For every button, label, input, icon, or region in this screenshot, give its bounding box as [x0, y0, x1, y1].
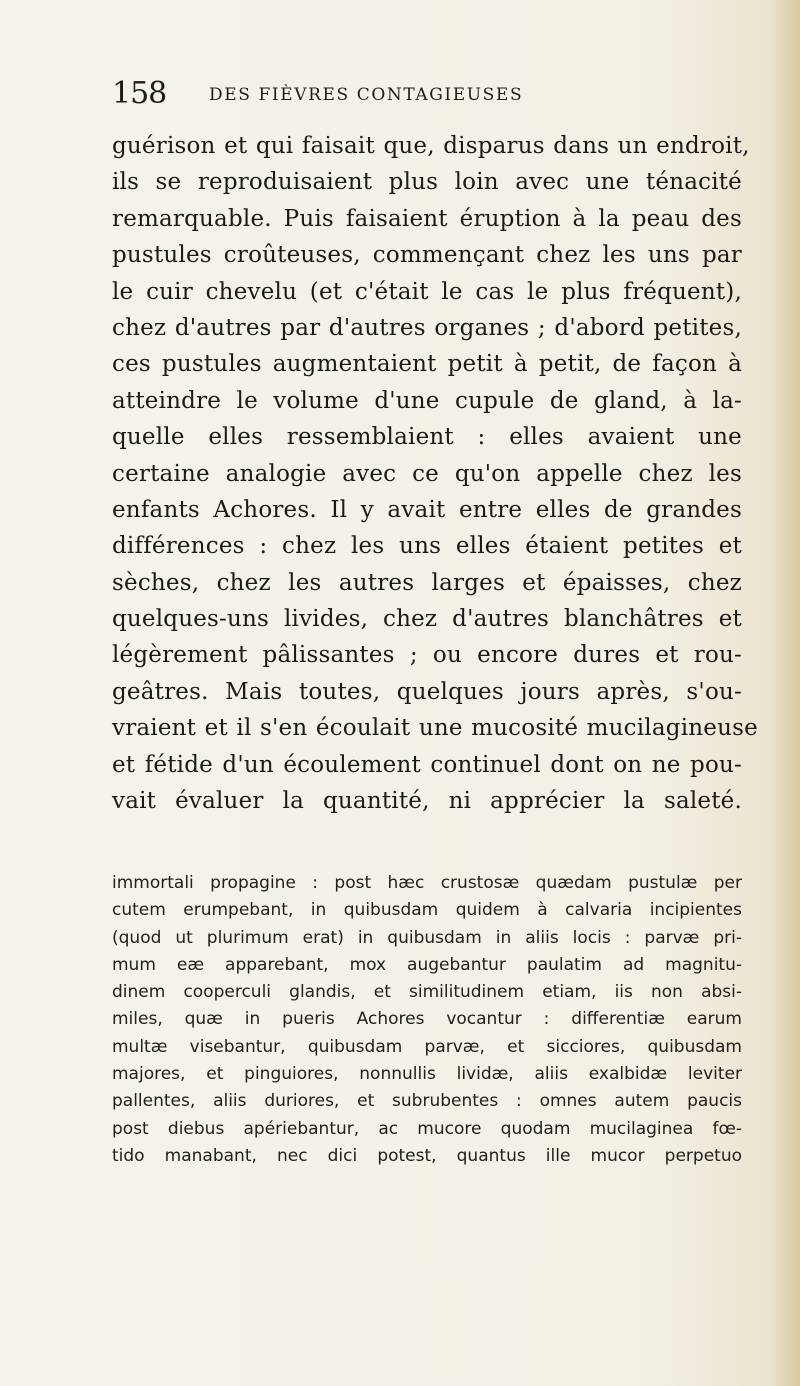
- page-edge-shadow: [772, 0, 800, 1386]
- latin-line: cutem erumpebant, in quibusdam quidem à calvaria incipientes: [112, 900, 742, 921]
- french-line: légèrement pâlissantes ; ou encore dures et rou-: [112, 642, 742, 669]
- french-line: geâtres. Mais toutes, quelques jours après, s'ou-: [112, 678, 742, 705]
- french-line: chez d'autres par d'autres organes ; d'abord petites,: [112, 314, 742, 341]
- latin-line: miles, quæ in pueris Achores vocantur : differentiæ earum: [112, 1009, 742, 1030]
- latin-line: dinem cooperculi glandis, et similitudinem etiam, iis non absi-: [112, 982, 742, 1003]
- latin-line: majores, et pinguiores, nonnullis lividæ, aliis exalbidæ leviter: [112, 1064, 742, 1085]
- french-paragraph: [112, 128, 758, 819]
- french-line: sèches, chez les autres larges et épaisses, chez: [112, 569, 742, 596]
- running-title: DES FIÈVRES CONTAGIEUSES: [209, 85, 524, 105]
- latin-line: immortali propagine : post hæc crustosæ quædam pustulæ per: [112, 873, 742, 893]
- french-line: guérison et qui faisait que, disparus dans un endroit,: [112, 133, 750, 159]
- french-line: et fétide d'un écoulement continuel dont on ne pou-: [112, 751, 742, 778]
- latin-line: tido manabant, nec dici potest, quantus ille mucor perpetuo: [112, 1145, 742, 1166]
- page-number: 158: [112, 76, 167, 111]
- french-line: différences : chez les uns elles étaient petites et: [112, 533, 742, 560]
- latin-line: post diebus apériebantur, ac mucore quodam mucilaginea fœ-: [112, 1118, 742, 1139]
- running-head: [112, 74, 732, 114]
- latin-line: (quod ut plurimum erat) in quibusdam in aliis locis : parvæ pri-: [112, 927, 742, 948]
- french-line: ces pustules augmentaient petit à petit, de façon à: [112, 351, 742, 378]
- latin-line: multæ visebantur, quibusdam parvæ, et sicciores, quibusdam: [112, 1036, 742, 1057]
- french-line: vraient et il s'en écoulait une mucosité mucilagineuse: [112, 715, 758, 742]
- latin-line: mum eæ apparebant, mox augebantur paulatim ad magnitu-: [112, 954, 742, 975]
- french-line: certaine analogie avec ce qu'on appelle chez les: [112, 460, 742, 487]
- latin-footnote: [112, 870, 742, 1170]
- french-line: ils se reproduisaient plus loin avec une ténacité: [112, 169, 742, 196]
- french-line: quelques-uns livides, chez d'autres blanchâtres et: [112, 606, 742, 633]
- french-line: quelle elles ressemblaient : elles avaient une: [112, 424, 742, 451]
- french-line: vait évaluer la quantité, ni apprécier la saleté.: [112, 788, 742, 815]
- french-line: enfants Achores. Il y avait entre elles de grandes: [112, 496, 742, 523]
- french-line: pustules croûteuses, commençant chez les uns par: [112, 242, 742, 269]
- french-line: le cuir chevelu (et c'était le cas le plus fréquent),: [112, 278, 742, 305]
- french-line: remarquable. Puis faisaient éruption à la peau des: [112, 205, 742, 232]
- french-line: atteindre le volume d'une cupule de gland, à la-: [112, 387, 742, 414]
- latin-line: pallentes, aliis duriores, et subrubentes : omnes autem paucis: [112, 1091, 742, 1112]
